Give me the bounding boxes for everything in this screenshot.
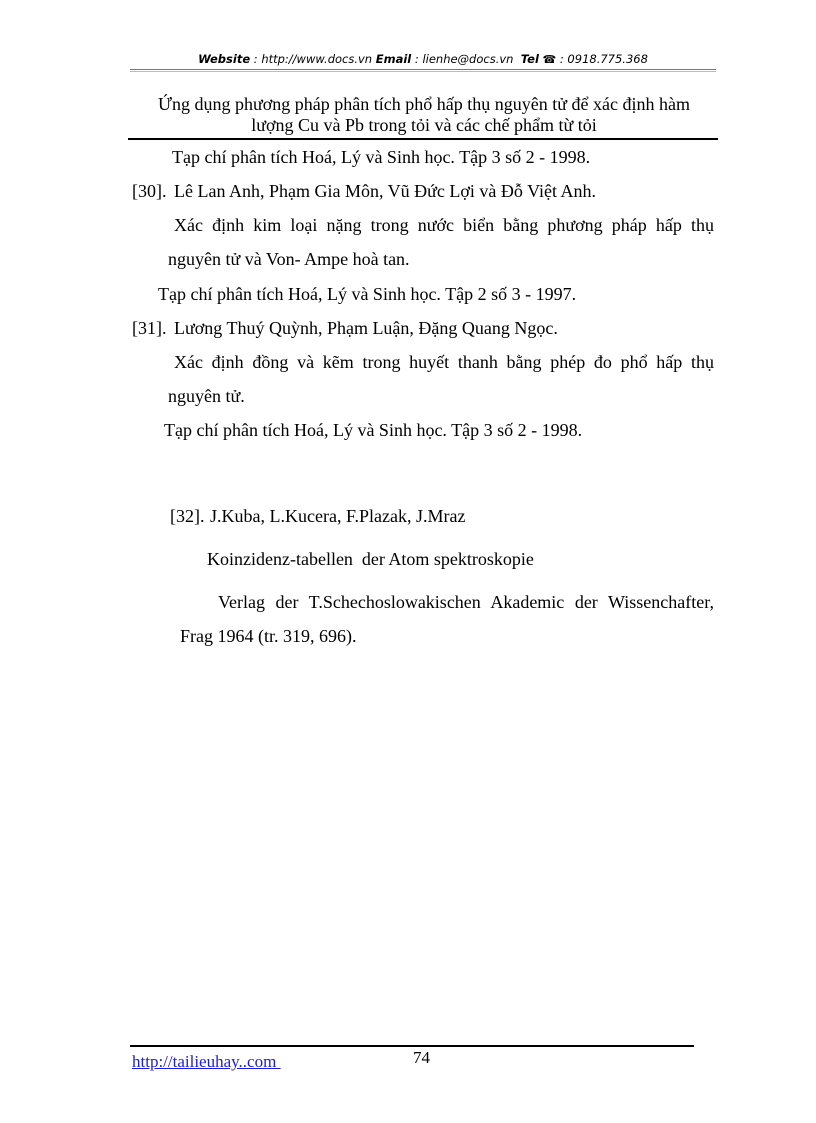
ref-32-authors: J.Kuba, L.Kucera, F.Plazak, J.Mraz [210, 506, 466, 526]
ref-31-journal: Tạp chí phân tích Hoá, Lý và Sinh học. Tập 3 số 2 - 1998. [164, 420, 583, 440]
ref-30-number: [30]. [132, 181, 167, 201]
website-sep: : [250, 52, 262, 66]
ref-32-publisher-line-2: Frag 1964 (tr. 319, 696). [180, 626, 357, 646]
footer-link[interactable]: http://tailieuhay..com [132, 1052, 281, 1071]
header-divider-secondary [130, 71, 716, 72]
email-label: Email [375, 52, 412, 66]
page-number: 74 [413, 1048, 430, 1067]
ref-31-title-line-2: nguyên tử. [168, 386, 245, 406]
title-line-1: Ứng dụng phương pháp phân tích phổ hấp thụ nguyên tử để xác định hàm [158, 94, 690, 114]
ref-31-authors: Lương Thuý Quỳnh, Phạm Luận, Đặng Quang Ngọc. [174, 318, 558, 338]
website-label: Website [198, 52, 251, 66]
ref-29-journal: Tạp chí phân tích Hoá, Lý và Sinh học. Tập 3 số 2 - 1998. [172, 147, 591, 167]
footer-divider [130, 1045, 694, 1047]
ref-30-authors: Lê Lan Anh, Phạm Gia Môn, Vũ Đức Lợi và Đỗ Việt Anh. [174, 181, 596, 201]
phone-icon: ☎ [542, 53, 557, 66]
tel-label: Tel [520, 52, 539, 66]
header-divider [130, 69, 716, 70]
email-value[interactable]: lienhe@docs.vn [422, 52, 514, 66]
ref-32-title: Koinzidenz-tabellen der Atom spektroskopie [207, 549, 534, 569]
ref-30-title-line-2: nguyên tử và Von- Ampe hoà tan. [168, 249, 410, 269]
ref-31-number: [31]. [132, 318, 167, 338]
email-sep: : [411, 52, 423, 66]
ref-31-title-line-1: Xác định đồng và kẽm trong huyết thanh bằng phép đo phổ hấp thụ [174, 352, 714, 372]
title-line-2: lượng Cu và Pb trong tỏi và các chế phẩm từ tỏi [251, 115, 597, 135]
document-title [132, 94, 716, 136]
ref-32-publisher-line-1: Verlag der T.Schechoslowakischen Akademic der Wissenchafter, [218, 592, 714, 612]
tel-value: : 0918.775.368 [556, 52, 648, 66]
website-url[interactable]: http://www.docs.vn [261, 52, 373, 66]
ref-32-number: [32]. [170, 506, 205, 526]
ref-30-journal: Tạp chí phân tích Hoá, Lý và Sinh học. Tập 2 số 3 - 1997. [158, 284, 577, 304]
ref-30-title-line-1: Xác định kim loại nặng trong nước biển bằng phương pháp hấp thụ [174, 215, 714, 235]
title-divider [128, 138, 718, 140]
site-header [130, 52, 716, 66]
